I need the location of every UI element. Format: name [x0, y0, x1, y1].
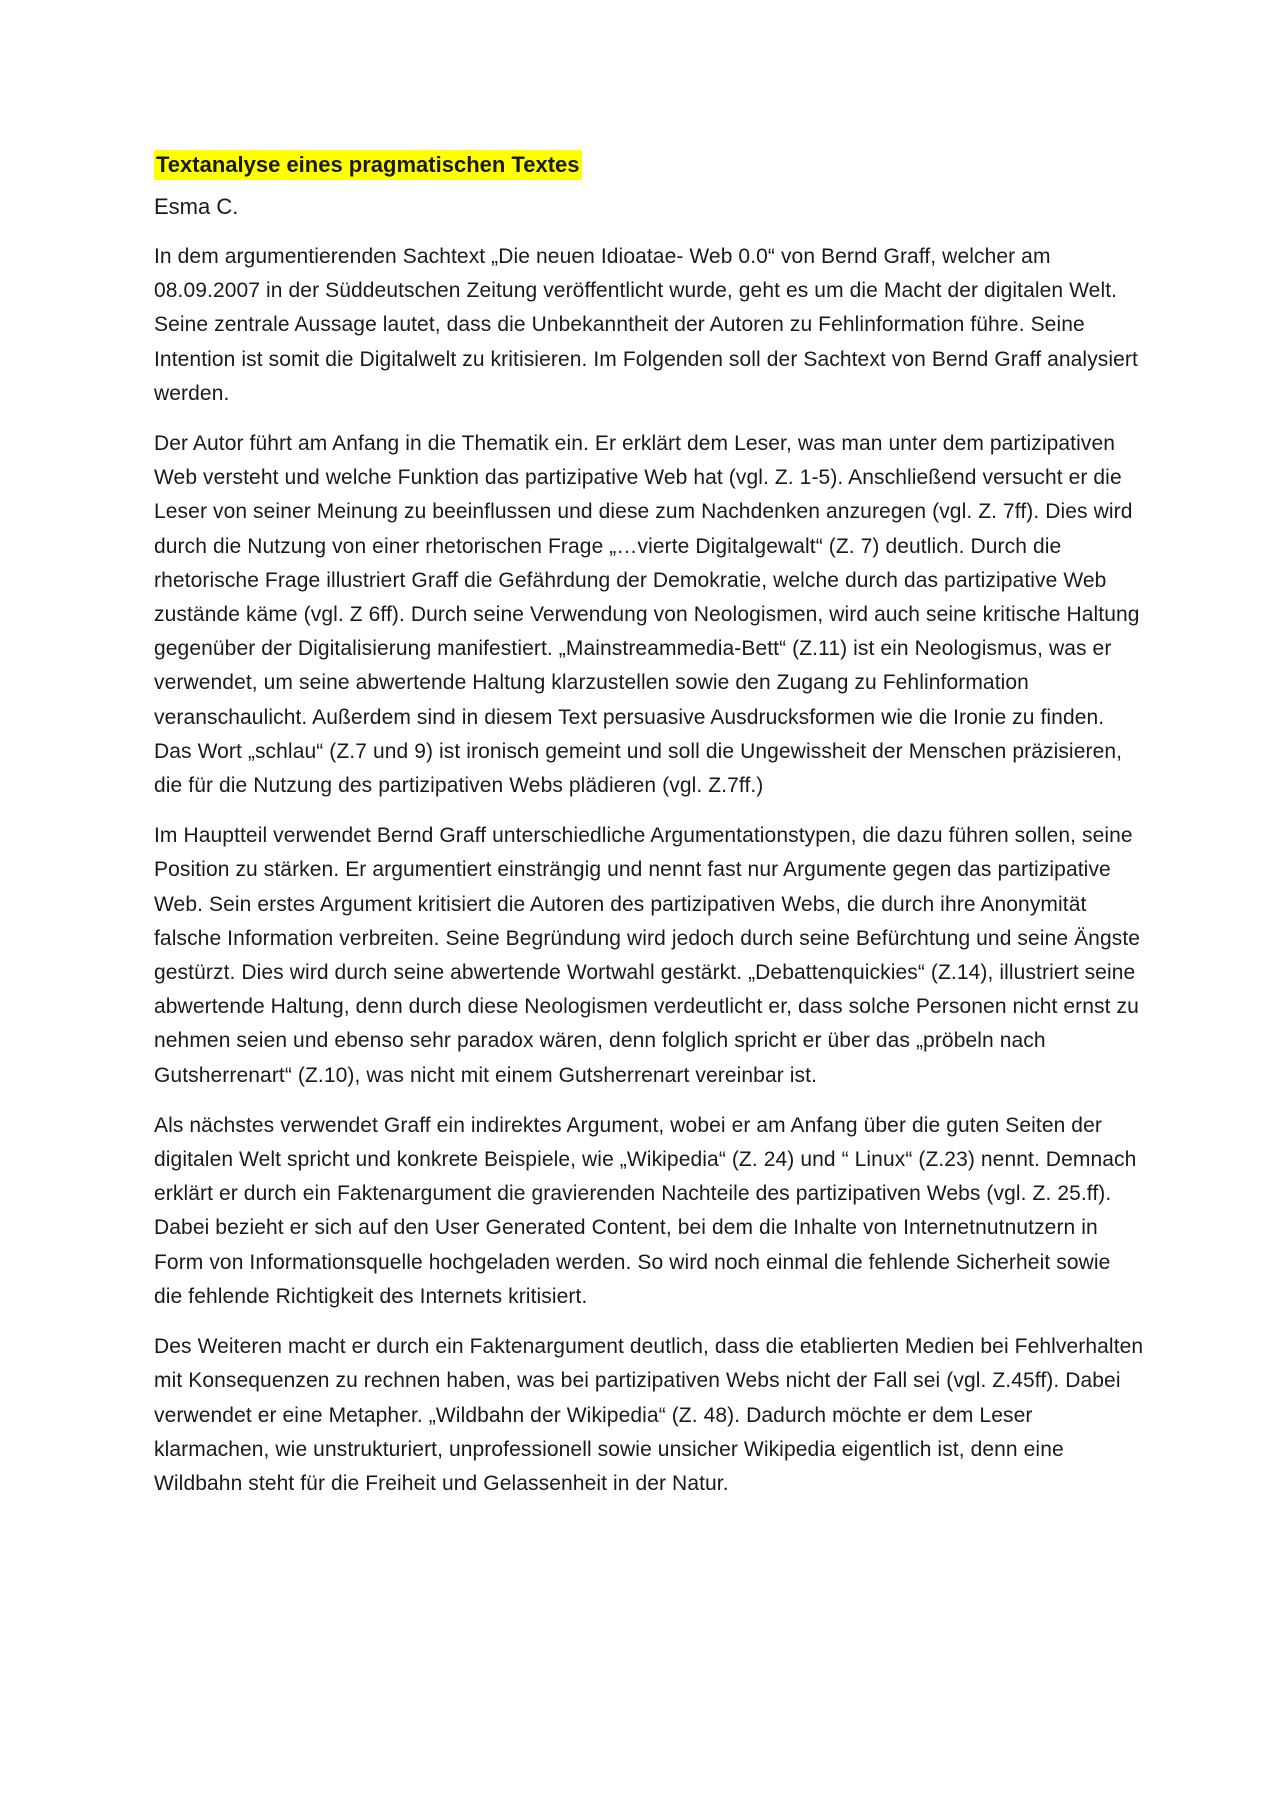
- paragraph-introduction: In dem argumentierenden Sachtext „Die neuen Idioatae- Web 0.0“ von Bernd Graff, welcher am 08.09.2007 in der Süddeutschen Zeitung veröffentlicht wurde, geht es um die Macht der digitalen Welt. Seine zentrale Aussage lautet, dass die Unbekanntheit der Autoren zu Fehlinformation führe. Seine Intention ist somit die Digitalwelt zu kritisieren. Im Folgenden soll der Sachtext von Bernd Graff analysiert werden.: [154, 245, 1138, 405]
- paragraph-main-part: Im Hauptteil verwendet Bernd Graff unterschiedliche Argumentationstypen, die dazu führen sollen, seine Position zu stärken. Er argumentiert einsträngig und nennt fast nur Argumente gegen das partizipative Web. Sein erstes Argument kritisiert die Autoren des partizipativen Webs, die durch ihre Anonymität falsche Information verbreiten. Seine Begründung wird jedoch durch seine Befürchtung und seine Ängste gestürzt. Dies wird durch seine abwertende Wortwahl gestärkt. „Debattenquickies“ (Z.14), illustriert seine abwertende Haltung, denn durch diese Neologismen verdeutlicht er, dass solche Personen nicht ernst zu nehmen seien und ebenso sehr paradox wären, denn folglich spricht er über das „pröbeln nach Gutsherrenart“ (Z.10), was nicht mit einem Gutsherrenart vereinbar ist.: [154, 824, 1141, 1087]
- document-author: Esma C.: [154, 194, 239, 219]
- paragraph-thematic-entry: Der Autor führt am Anfang in die Thematik ein. Er erklärt dem Leser, was man unter dem partizipativen Web versteht und welche Funktion das partizipative Web hat (vgl. Z. 1-5). Anschließend versucht er die Leser von seiner Meinung zu beeinflussen und diese zum Nachdenken anzuregen (vgl. Z. 7ff). Dies wird durch die Nutzung von einer rhetorischen Frage „…vierte Digitalgewalt“ (Z. 7) deutlich. Durch die rhetorische Frage illustriert Graff die Gefährdung der Demokratie, welche durch das partizipative Web zuständе käme (vgl. Z 6ff). Durch seine Verwendung von Neologismen, wird auch seine kritische Haltung gegenüber der Digitalisierung manifestiert. „Mainstreammedia-Bett“ (Z.11) ist ein Neologismus, was er verwendet, um seine abwertende Haltung klarzustellen sowie den Zugang zu Fehlinformation veranschaulicht. Außerdem sind in diesem Text persuasive Ausdrucksformen wie die Ironie zu finden. Das Wort „schlau“ (Z.7 und 9) ist ironisch gemeint und soll die Ungewissheit der Menschen präzisieren, die für die Nutzung des partizipativen Webs plädieren (vgl. Z.7ff.): [154, 432, 1140, 798]
- paragraph-indirect-argument: Als nächstes verwendet Graff ein indirektes Argument, wobei er am Anfang über die guten Seiten der digitalen Welt spricht und konkrete Beispiele, wie „Wikipedia“ (Z. 24) und “ Linux“ (Z.23) nennt. Demnach erklärt er durch ein Faktenargument die gravierenden Nachteile des partizipativen Webs (vgl. Z. 25.ff). Dabei bezieht er sich auf den User Generated Content, bei dem die Inhalte von Internetnutnutzern in Form von Informationsquelle hochgeladen werden. So wird noch einmal die fehlende Sicherheit sowie die fehlende Richtigkeit des Internets kritisiert.: [154, 1113, 1137, 1308]
- document-title: Textanalyse eines pragmatischen Textes: [154, 150, 582, 180]
- paragraph-fact-argument: Des Weiteren macht er durch ein Faktenargument deutlich, dass die etablierten Medien bei Fehlverhalten mit Konsequenzen zu rechnen haben, was bei partizipativen Webs nicht der Fall sei (vgl. Z.45ff). Dabei verwendet er eine Metapher. „Wildbahn der Wikipedia“ (Z. 48). Dadurch möchte er dem Leser klarmachen, wie unstrukturiert, unprofessionell sowie unsicher Wikipedia eigentlich ist, denn eine Wildbahn steht für die Freiheit und Gelassenheit in der Natur.: [154, 1335, 1144, 1495]
- document-page: [154, 150, 1144, 1517]
